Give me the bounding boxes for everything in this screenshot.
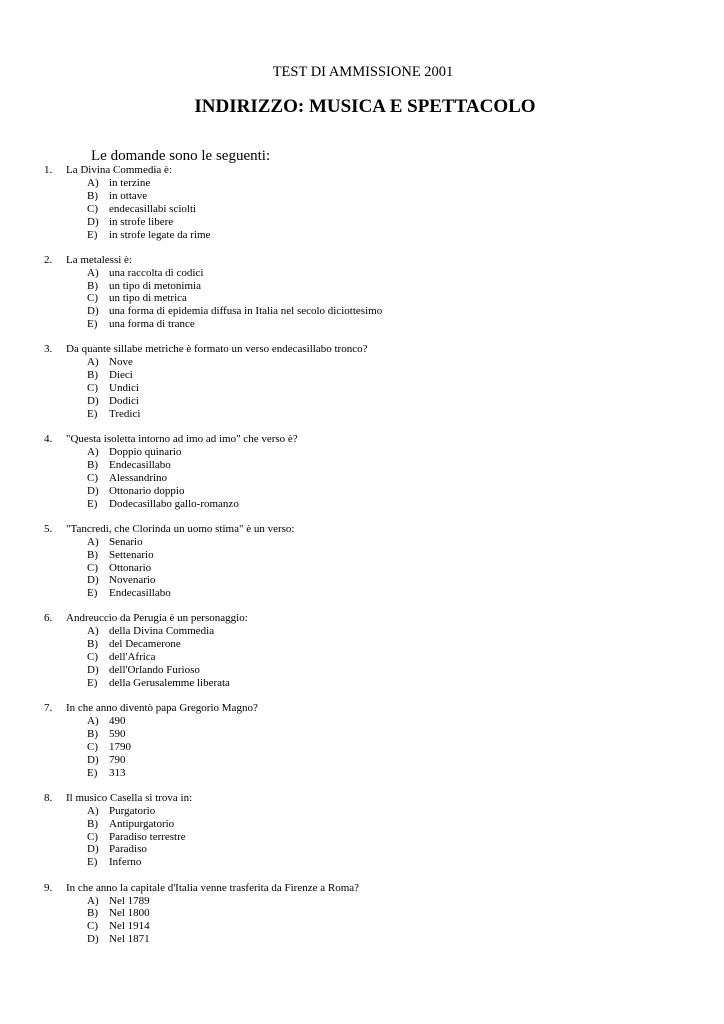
option-list — [0, 446, 724, 510]
answer-option — [0, 728, 724, 741]
question-number: 6. — [44, 612, 53, 625]
option-letter: A) — [87, 625, 99, 638]
option-letter: D) — [87, 753, 99, 766]
question-item — [0, 882, 724, 972]
answer-option — [0, 395, 724, 408]
option-letter: B) — [87, 728, 98, 741]
question-item — [0, 702, 724, 792]
answer-option — [0, 536, 724, 549]
option-letter: C) — [87, 561, 98, 574]
question-text: Da quante sillabe metriche è formato un verso endecasillabo tronco? — [66, 343, 368, 356]
option-letter: D) — [87, 933, 99, 946]
answer-option — [0, 177, 724, 190]
option-letter: E) — [87, 677, 98, 689]
exam-subtitle: TEST DI AMMISSIONE 2001 — [272, 64, 454, 80]
option-text: Ottonario doppio — [109, 484, 185, 497]
question-number: 9. — [44, 881, 53, 894]
option-list — [0, 715, 724, 779]
option-letter: D) — [87, 395, 99, 408]
answer-option — [0, 472, 724, 485]
intro-text: Le domande sono le seguenti: — [91, 148, 271, 164]
answer-option — [0, 229, 724, 242]
option-text: Nove — [109, 356, 133, 369]
option-list — [0, 267, 724, 331]
answer-option — [0, 446, 724, 459]
option-text: Inferno — [109, 856, 142, 869]
option-text: Ottonario — [109, 561, 152, 574]
question-number: 7. — [44, 702, 53, 715]
option-text: del Decamerone — [109, 638, 181, 651]
answer-option — [0, 369, 724, 382]
question-text: Il musico Casella si trova in: — [66, 791, 193, 804]
option-text: Dodecasillabo gallo-romanzo — [109, 497, 239, 510]
answer-option — [0, 280, 724, 293]
option-letter: A) — [87, 894, 99, 907]
answer-option — [0, 498, 724, 511]
option-text: una forma di trance — [109, 318, 195, 331]
option-letter: A) — [87, 715, 99, 728]
answer-option — [0, 933, 724, 946]
option-text: endecasillabi sciolti — [109, 202, 197, 215]
option-letter: B) — [87, 548, 98, 561]
answer-option — [0, 203, 724, 216]
answer-option — [0, 318, 724, 331]
option-letter: A) — [87, 446, 99, 459]
option-text: Endecasillabo — [109, 587, 171, 600]
answer-option — [0, 305, 724, 318]
option-letter: A) — [87, 535, 99, 548]
option-list — [0, 895, 724, 947]
answer-option — [0, 843, 724, 856]
answer-option — [0, 267, 724, 280]
option-text: Nel 1871 — [109, 933, 150, 946]
option-letter: D) — [87, 664, 99, 677]
option-letter: B) — [87, 817, 98, 830]
answer-option — [0, 485, 724, 498]
answer-option — [0, 216, 724, 229]
option-text: in strofe legate da rime — [109, 228, 211, 241]
answer-option — [0, 754, 724, 767]
answer-option — [0, 767, 724, 780]
question-item — [0, 343, 724, 433]
option-letter: A) — [87, 177, 99, 189]
option-text: della Divina Commedia — [109, 625, 215, 638]
option-text: in strofe libere — [109, 215, 174, 228]
option-text: 590 — [109, 728, 126, 741]
option-text: Nel 1789 — [109, 894, 150, 907]
question-number: 5. — [44, 522, 53, 535]
answer-option — [0, 292, 724, 305]
option-text: Tredici — [109, 407, 141, 420]
question-text: La metalessi è: — [66, 253, 132, 266]
question-number: 8. — [44, 791, 53, 804]
question-number: 1. — [44, 164, 53, 176]
option-text: Paradiso — [109, 843, 147, 856]
option-letter: D) — [87, 574, 99, 587]
option-letter: C) — [87, 202, 98, 215]
answer-option — [0, 638, 724, 651]
option-text: Nel 1914 — [109, 920, 150, 933]
question-item — [0, 254, 724, 344]
answer-option — [0, 907, 724, 920]
option-list — [0, 356, 724, 420]
answer-option — [0, 741, 724, 754]
option-letter: D) — [87, 484, 99, 497]
option-letter: B) — [87, 638, 98, 651]
option-text: Purgatorio — [109, 804, 156, 817]
question-number: 2. — [44, 253, 53, 266]
option-letter: E) — [87, 407, 98, 420]
option-letter: E) — [87, 318, 98, 331]
option-text: 490 — [109, 715, 126, 728]
option-text: Endecasillabo — [109, 458, 171, 471]
answer-option — [0, 382, 724, 395]
answer-option — [0, 664, 724, 677]
option-letter: C) — [87, 740, 98, 753]
option-text: Antipurgatorio — [109, 817, 175, 830]
answer-option — [0, 587, 724, 600]
question-item — [0, 792, 724, 882]
option-letter: B) — [87, 189, 98, 202]
option-text: Paradiso terrestre — [109, 830, 186, 843]
option-letter: D) — [87, 215, 99, 228]
option-letter: D) — [87, 843, 99, 856]
answer-option — [0, 574, 724, 587]
option-text: Senario — [109, 535, 143, 548]
question-text: In che anno diventò papa Gregorio Magno? — [66, 702, 258, 715]
question-item — [0, 612, 724, 702]
answer-option — [0, 677, 724, 690]
answer-option — [0, 625, 724, 638]
option-letter: A) — [87, 804, 99, 817]
answer-option — [0, 651, 724, 664]
answer-option — [0, 459, 724, 472]
option-list — [0, 536, 724, 600]
answer-option — [0, 356, 724, 369]
option-text: 790 — [109, 753, 126, 766]
answer-option — [0, 895, 724, 908]
option-letter: B) — [87, 369, 98, 382]
option-letter: A) — [87, 356, 99, 369]
question-text: La Divina Commedia è: — [66, 164, 172, 176]
option-text: in terzine — [109, 177, 151, 189]
answer-option — [0, 715, 724, 728]
option-text: una forma di epidemia diffusa in Italia nel secolo diciottesimo — [109, 305, 383, 318]
option-letter: A) — [87, 266, 99, 279]
option-text: Dodici — [109, 395, 139, 408]
page-title: INDIRIZZO: MUSICA E SPETTACOLO — [194, 96, 536, 117]
option-text: Nel 1800 — [109, 907, 150, 920]
option-text: Dieci — [109, 369, 133, 382]
option-letter: E) — [87, 497, 98, 510]
option-text: Novenario — [109, 574, 156, 587]
answer-option — [0, 549, 724, 562]
answer-option — [0, 831, 724, 844]
option-text: un tipo di metrica — [109, 292, 187, 305]
option-letter: E) — [87, 766, 98, 779]
option-text: della Gerusalemme liberata — [109, 677, 230, 689]
question-text: "Tancredi, che Clorinda un uomo stima" è un verso: — [66, 522, 295, 535]
question-list — [0, 164, 724, 971]
option-text: 1790 — [109, 740, 131, 753]
option-letter: C) — [87, 382, 98, 395]
option-text: in ottave — [109, 189, 148, 202]
question-text: "Questa isoletta intorno ad imo ad imo" che verso è? — [66, 433, 298, 446]
option-letter: B) — [87, 907, 98, 920]
question-number: 3. — [44, 343, 53, 356]
answer-option — [0, 920, 724, 933]
option-text: un tipo di metonimia — [109, 279, 201, 292]
option-letter: D) — [87, 305, 99, 318]
question-item — [0, 164, 724, 254]
answer-option — [0, 190, 724, 203]
option-letter: B) — [87, 458, 98, 471]
answer-option — [0, 805, 724, 818]
option-letter: E) — [87, 856, 98, 869]
question-item — [0, 433, 724, 523]
option-letter: B) — [87, 279, 98, 292]
answer-option — [0, 408, 724, 421]
question-item — [0, 523, 724, 613]
option-letter: E) — [87, 587, 98, 600]
option-text: 313 — [109, 766, 126, 779]
answer-option — [0, 856, 724, 869]
option-letter: C) — [87, 920, 98, 933]
option-text: una raccolta di codici — [109, 266, 204, 279]
question-text: In che anno la capitale d'Italia venne trasferita da Firenze a Roma? — [66, 881, 360, 894]
option-text: dell'Africa — [109, 651, 156, 664]
question-number: 4. — [44, 433, 53, 446]
option-letter: E) — [87, 228, 98, 241]
option-list — [0, 177, 724, 241]
answer-option — [0, 818, 724, 831]
question-text: Andreuccio da Perugia è un personaggio: — [66, 612, 248, 625]
option-letter: C) — [87, 830, 98, 843]
option-list — [0, 625, 724, 689]
option-text: dell'Orlando Furioso — [109, 664, 200, 677]
option-letter: C) — [87, 292, 98, 305]
option-letter: C) — [87, 471, 98, 484]
option-text: Doppio quinario — [109, 446, 182, 459]
answer-option — [0, 562, 724, 575]
option-list — [0, 805, 724, 869]
option-text: Alessandrino — [109, 471, 168, 484]
option-text: Settenario — [109, 548, 154, 561]
option-text: Undici — [109, 382, 139, 395]
option-letter: C) — [87, 651, 98, 664]
